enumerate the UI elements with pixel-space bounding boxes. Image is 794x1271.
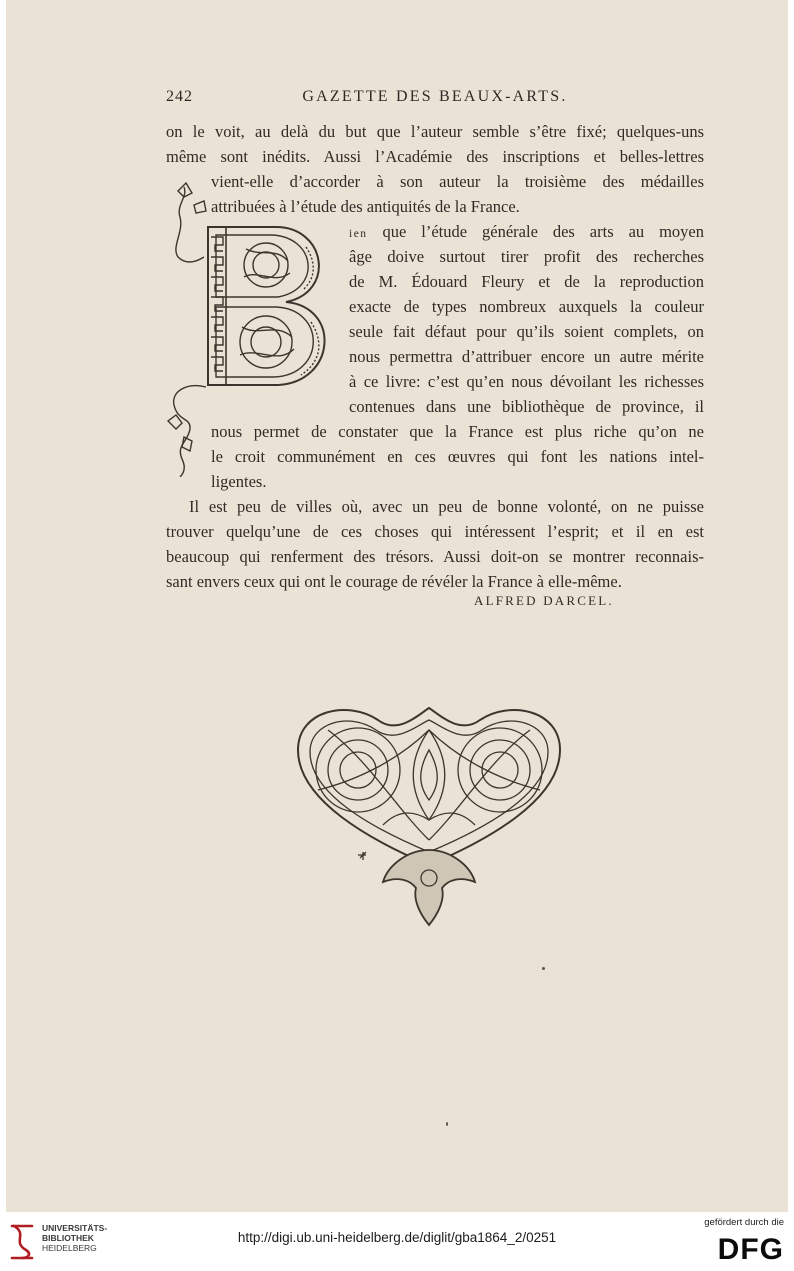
text-line: attribuées à l’étude des antiquités de la France.: [211, 197, 520, 216]
funding-label: gefördert durch die: [704, 1217, 784, 1228]
celtic-knot-ornament-icon: [288, 700, 570, 928]
text-line: de M. Édouard Fleury et de la reproduction: [349, 272, 704, 291]
author-signature: ALFRED DARCEL.: [474, 593, 614, 608]
scanned-page: [6, 0, 788, 1212]
text-line: nous permet de constater que la France est plus riche qu’on ne: [211, 422, 704, 441]
text-line: trouver quelqu’une de ces choses qui intéressent l’esprit; et il en est: [166, 522, 704, 541]
text-line: ligentes.: [211, 472, 267, 491]
text-line: on le voit, au delà du but que l’auteur semble s’être fixé; quelques-uns: [166, 122, 704, 141]
drop-cap-line-rest: que l’étude générale des arts au moyen: [367, 222, 704, 241]
text-line: beaucoup qui renferment des trésors. Aussi doit-on se montrer reconnais-: [166, 547, 704, 566]
text-line: contenues dans une bibliothèque de province, il: [349, 397, 704, 416]
paper-speck: [542, 967, 545, 970]
viewer-footer: [0, 1212, 794, 1271]
running-title: GAZETTE DES BEAUX-ARTS.: [302, 88, 568, 105]
text-line: Il est peu de villes où, avec un peu de bonne volonté, on ne puisse: [189, 497, 704, 516]
page-number: 242: [166, 88, 193, 105]
permalink-url[interactable]: http://digi.ub.uni-heidelberg.de/diglit/gba1864_2/0251: [237, 1230, 557, 1245]
library-name-line: BIBLIOTHEK: [42, 1233, 94, 1243]
text-line: le croit communément en ces œuvres qui font les nations intel-: [211, 447, 704, 466]
text-line: même sont inédits. Aussi l’Académie des inscriptions et belles-lettres: [166, 147, 704, 166]
library-name-line: HEIDELBERG: [42, 1243, 97, 1253]
drop-cap-continuation: ien: [349, 228, 368, 240]
library-name-line: UNIVERSITÄTS-: [42, 1223, 108, 1233]
text-line: [349, 221, 704, 243]
text-line: vient-elle d’accorder à son auteur la troisième des médailles: [211, 172, 704, 191]
text-line: exacte de types nombreux auxquels la couleur: [349, 297, 704, 316]
running-header: [166, 88, 704, 114]
text-line: âge doive surtout tirer profit des recherches: [349, 247, 704, 266]
dfg-logo[interactable]: DFG: [717, 1233, 784, 1266]
text-line: nous permettra d’attribuer encore un autre mérite: [349, 347, 704, 366]
text-line: seule fait défaut pour qu’ils soient complets, on: [349, 322, 704, 341]
text-line: à ce livre: c’est qu’en nous dévoilant les richesses: [349, 372, 704, 391]
paper-speck: [446, 1122, 448, 1126]
text-line: sant envers ceux qui ont le courage de révéler la France à elle-même.: [166, 572, 622, 591]
